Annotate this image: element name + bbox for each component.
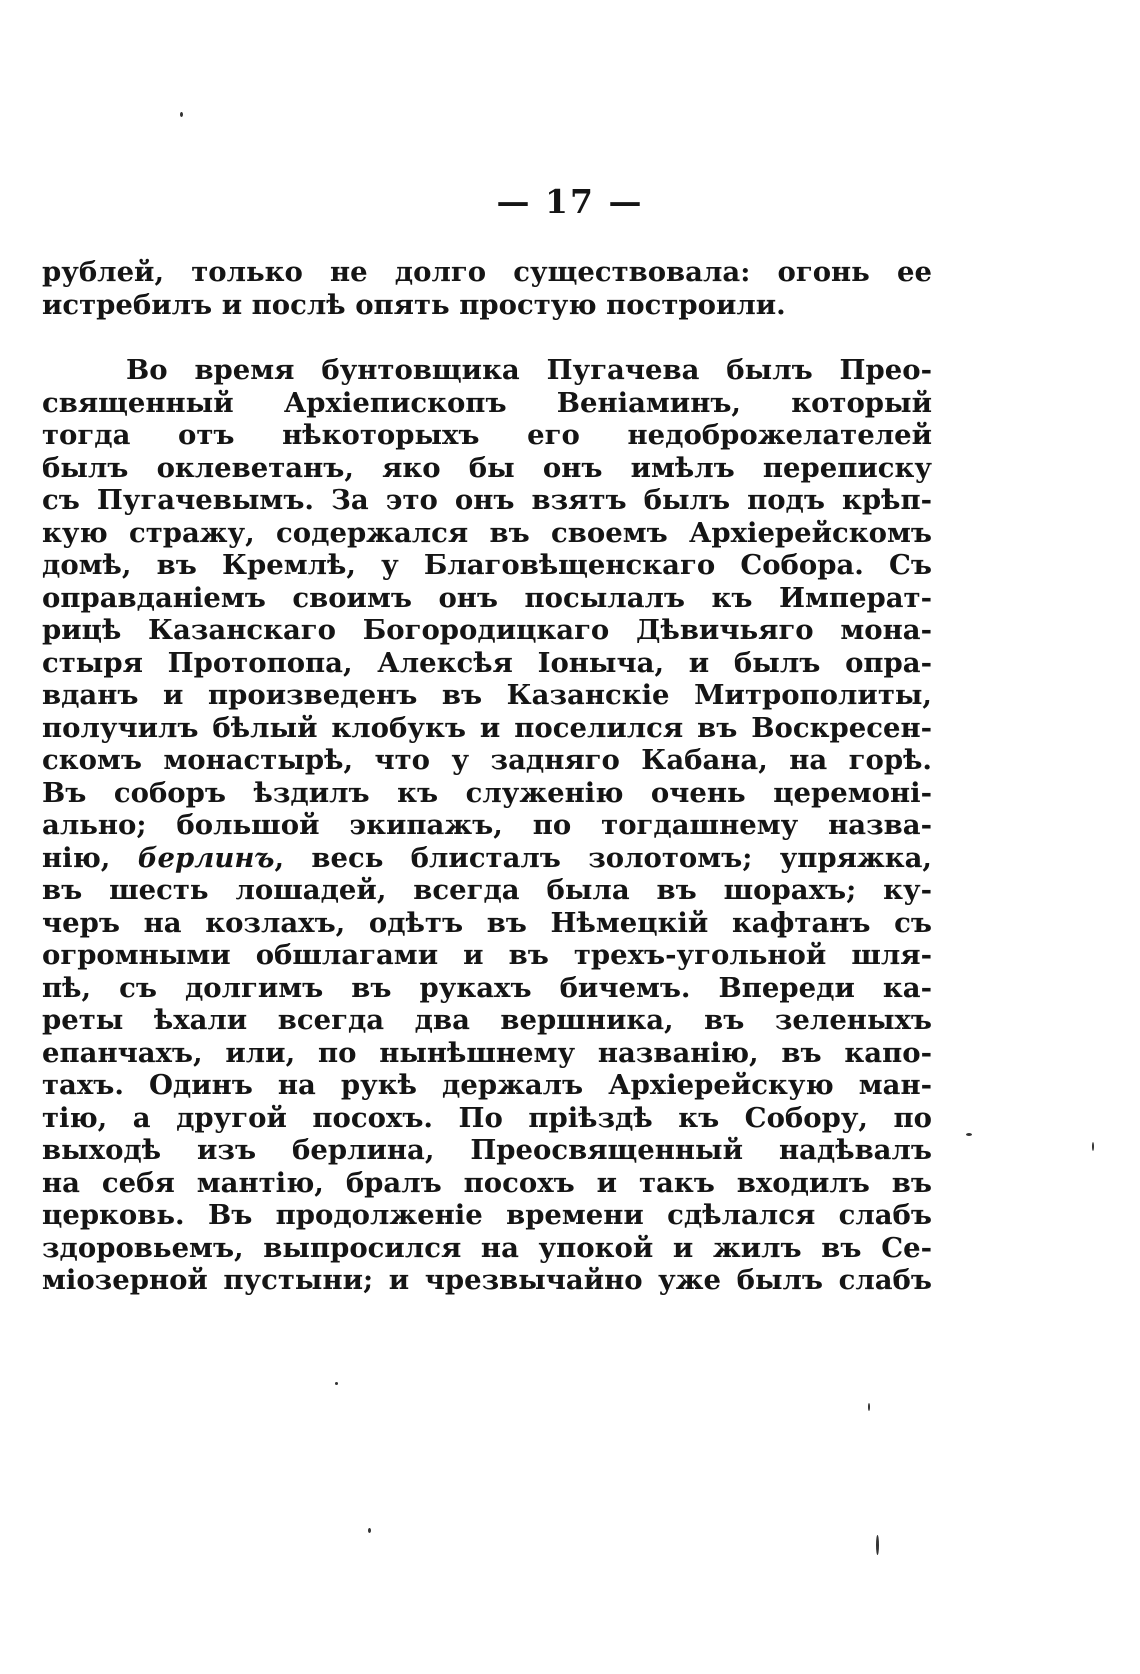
text-line: вданъ и произведенъ въ Казанскіе Митрополиты,	[42, 679, 932, 711]
text-line: въ шесть лошадей, всегда была въ шорахъ; ку-	[42, 874, 932, 906]
text-line: здоровьемъ, выпросился на упокой и жилъ въ Се-	[42, 1231, 932, 1264]
text-run: , весь блисталъ золотомъ; упряжка,	[274, 841, 932, 874]
text-line: домѣ, въ Кремлѣ, у Благовѣщенскаго Собора. Съ	[42, 549, 932, 581]
text-line: получилъ бѣлый клобукъ и поселился въ Воскресен-	[42, 711, 932, 744]
text-line: міозерной пустыни; и чрезвычайно уже былъ слабъ	[42, 1264, 932, 1296]
text-line: рублей, только не долго существовала: огонь ее	[42, 256, 932, 288]
text-line: тогда отъ нѣкоторыхъ его недоброжелателей	[42, 419, 932, 451]
text-line: огромными обшлагами и въ трехъ-угольной шля-	[42, 939, 932, 971]
text-line: Во время бунтовщика Пугачева былъ Прео-	[126, 354, 932, 386]
scan-speck	[335, 1382, 338, 1385]
text-line: церковь. Въ продолженіе времени сдѣлался слабъ	[42, 1199, 932, 1231]
scan-speck	[868, 1403, 870, 1411]
text-line: оправданіемъ своимъ онъ посылалъ къ Императ-	[42, 581, 932, 614]
scan-speck	[876, 1535, 879, 1555]
text-line: реты ѣхали всегда два вершника, въ зеленыхъ	[42, 1004, 932, 1036]
text-line: истребилъ и послѣ опять простую построили.	[42, 288, 786, 321]
text-line: Въ соборъ ѣздилъ къ служенію очень церемоні-	[42, 776, 932, 809]
text-line: рицѣ Казанскаго Богородицкаго Дѣвичьяго мона-	[42, 614, 932, 646]
scan-speck	[180, 112, 183, 117]
text-line: съ Пугачевымъ. За это онъ взятъ былъ подъ крѣп-	[42, 484, 932, 516]
main-paragraph	[42, 354, 932, 1297]
text-line: епанчахъ, или, по нынѣшнему названію, въ капо-	[42, 1036, 932, 1069]
text-line: тахъ. Одинъ на рукѣ держалъ Архіерейскую ман-	[42, 1069, 932, 1101]
text-line: кую стражу, содержался въ своемъ Архіерейскомъ	[42, 516, 932, 549]
scan-speck	[1092, 1142, 1094, 1151]
text-line: стыря Протопопа, Алексѣя Іоныча, и былъ опра-	[42, 646, 932, 679]
scan-speck	[966, 1133, 972, 1136]
text-line: на себя мантію, бралъ посохъ и такъ входилъ въ	[42, 1166, 932, 1199]
text-line: выходѣ изъ берлина, Преосвященный надѣвалъ	[42, 1134, 932, 1166]
text-line: пѣ, съ долгимъ въ рукахъ бичемъ. Впереди ка-	[42, 971, 932, 1004]
text-line: скомъ монастырѣ, что у задняго Кабана, на горѣ.	[42, 744, 932, 776]
italic-term: берлинъ	[137, 841, 275, 874]
continuation-text	[42, 256, 932, 321]
text-line: священный Архіепископъ Веніаминъ, который	[42, 386, 932, 419]
text-line-with-italic	[42, 842, 932, 875]
text-line: черъ на козлахъ, одѣтъ въ Нѣмецкій кафтанъ съ	[42, 906, 932, 939]
text-line: тію, а другой посохъ. По пріѣздѣ къ Собору, по	[42, 1101, 932, 1134]
text-run: нію,	[42, 841, 138, 874]
page-number: — 17 —	[496, 182, 644, 221]
text-line: былъ оклеветанъ, яко бы онъ имѣлъ переписку	[42, 451, 932, 484]
text-line: ально; большой экипажъ, по тогдашнему назва-	[42, 809, 932, 841]
scan-speck	[368, 1528, 371, 1533]
